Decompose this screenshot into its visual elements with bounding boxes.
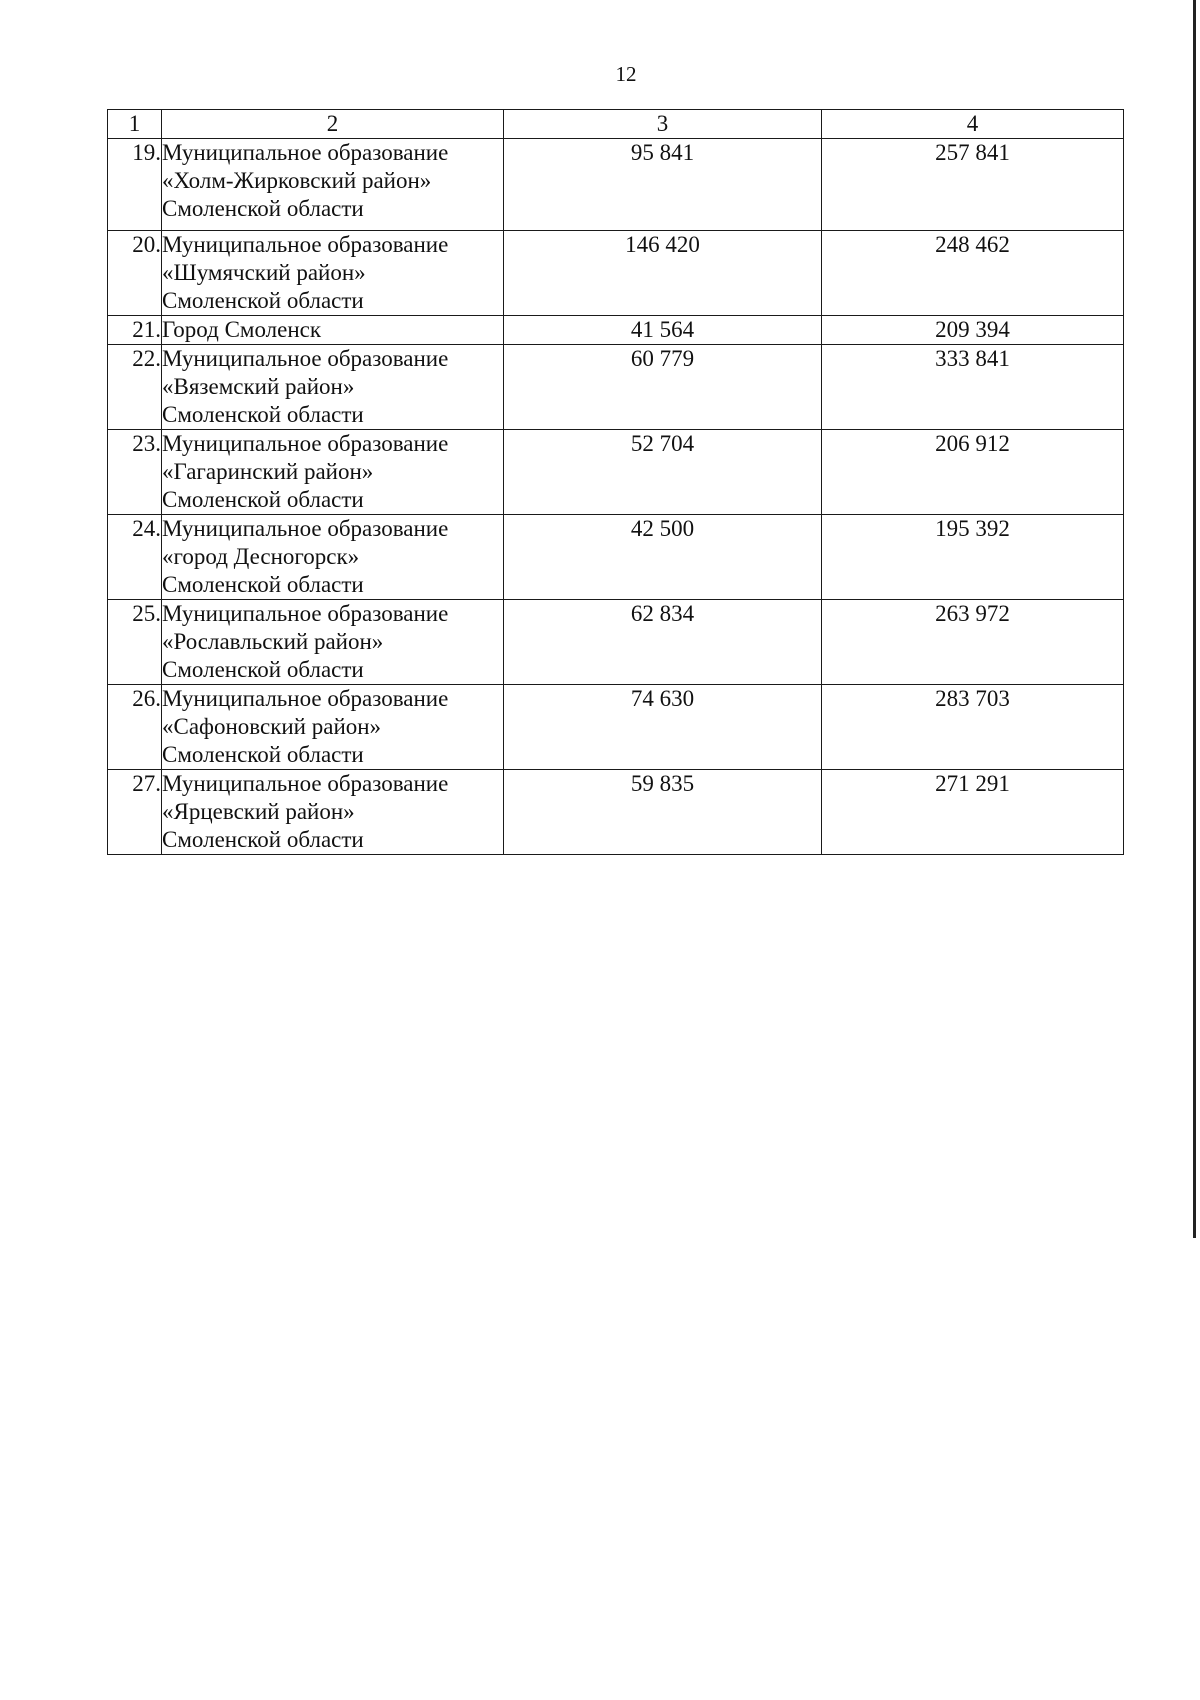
row-number: 22.: [108, 345, 162, 430]
municipality-name-line: Муниципальное образование: [162, 771, 449, 796]
value-col-3: 74 630: [504, 685, 822, 770]
municipality-name-line: Муниципальное образование: [162, 140, 449, 165]
data-table: [107, 109, 1124, 855]
table-row: [108, 139, 1124, 231]
row-number: 26.: [108, 685, 162, 770]
value-col-4: 209 394: [822, 316, 1124, 345]
municipality-name-line: Смоленской области: [162, 402, 364, 427]
value-col-4: 271 291: [822, 770, 1124, 855]
table-body: [108, 139, 1124, 855]
header-col-4: 4: [822, 110, 1124, 139]
municipality-name-line: Муниципальное образование: [162, 431, 449, 456]
municipality-name-line: «Холм-Жирковский район»: [162, 168, 432, 193]
municipality-name-line: Смоленской области: [162, 572, 364, 597]
row-number: 23.: [108, 430, 162, 515]
municipality-name-line: Смоленской области: [162, 196, 364, 221]
municipality-name-line: Смоленской области: [162, 288, 364, 313]
municipality-name: [162, 430, 504, 515]
municipality-name-line: «Ярцевский район»: [162, 799, 355, 824]
page-number: 12: [615, 62, 637, 86]
municipality-name-line: Муниципальное образование: [162, 232, 449, 257]
table-row: [108, 515, 1124, 600]
municipality-name-line: Смоленской области: [162, 742, 364, 767]
municipality-name-line: Муниципальное образование: [162, 686, 449, 711]
value-col-3: 146 420: [504, 231, 822, 316]
table-row: [108, 770, 1124, 855]
municipality-name: [162, 139, 504, 231]
table-row: [108, 231, 1124, 316]
table-row: [108, 430, 1124, 515]
table-row: [108, 345, 1124, 430]
header-col-1: 1: [108, 110, 162, 139]
row-number: 20.: [108, 231, 162, 316]
value-col-3: 52 704: [504, 430, 822, 515]
municipality-name-line: «Сафоновский район»: [162, 714, 382, 739]
row-number: 21.: [108, 316, 162, 345]
municipality-name: [162, 515, 504, 600]
value-col-3: 60 779: [504, 345, 822, 430]
value-col-4: 283 703: [822, 685, 1124, 770]
value-col-4: 195 392: [822, 515, 1124, 600]
table-row: [108, 316, 1124, 345]
municipality-name-line: «город Десногорск»: [162, 544, 360, 569]
value-col-4: 333 841: [822, 345, 1124, 430]
municipality-name-line: Муниципальное образование: [162, 601, 449, 626]
header-col-2: 2: [162, 110, 504, 139]
municipality-name-line: «Шумячский район»: [162, 260, 366, 285]
value-col-3: 42 500: [504, 515, 822, 600]
value-col-4: 257 841: [822, 139, 1124, 231]
municipality-name-line: Муниципальное образование: [162, 516, 449, 541]
value-col-3: 95 841: [504, 139, 822, 231]
row-number: 19.: [108, 139, 162, 231]
municipality-name-line: Смоленской области: [162, 657, 364, 682]
municipality-name-line: Смоленской области: [162, 827, 364, 852]
value-col-3: 59 835: [504, 770, 822, 855]
header-col-3: 3: [504, 110, 822, 139]
municipality-name-line: «Гагаринский район»: [162, 459, 374, 484]
table-row: [108, 600, 1124, 685]
value-col-4: 206 912: [822, 430, 1124, 515]
municipality-name-line: «Вяземский район»: [162, 374, 355, 399]
table-row: [108, 685, 1124, 770]
scan-edge-line: [1193, 0, 1196, 1238]
value-col-4: 248 462: [822, 231, 1124, 316]
municipality-name: [162, 685, 504, 770]
row-number: 25.: [108, 600, 162, 685]
row-number: 24.: [108, 515, 162, 600]
row-number: 27.: [108, 770, 162, 855]
value-col-3: 41 564: [504, 316, 822, 345]
municipality-name: [162, 600, 504, 685]
municipality-name-line: Муниципальное образование: [162, 346, 449, 371]
value-col-3: 62 834: [504, 600, 822, 685]
municipality-name-line: Смоленской области: [162, 487, 364, 512]
municipality-name: [162, 231, 504, 316]
value-col-4: 263 972: [822, 600, 1124, 685]
municipality-name: [162, 345, 504, 430]
municipality-name: [162, 316, 504, 345]
table-header: [108, 110, 1124, 139]
municipality-name-line: Город Смоленск: [162, 317, 322, 342]
header-row: [108, 110, 1124, 139]
municipality-name-line: «Рославльский район»: [162, 629, 384, 654]
municipality-name: [162, 770, 504, 855]
